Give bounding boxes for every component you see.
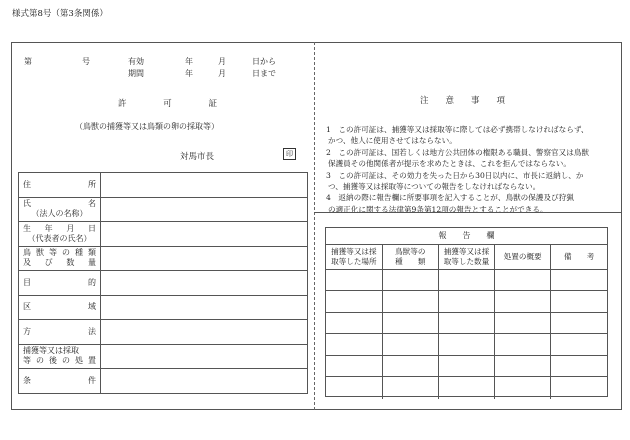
notes-list [326,124,616,215]
issuer-name: 対馬市長 [180,152,215,162]
field-label: 目 的 [19,271,101,296]
report-cell[interactable] [326,355,382,377]
report-cell[interactable] [551,269,607,291]
report-cell[interactable] [438,355,494,377]
permit-fields-table [18,172,308,394]
report-column-header: 処置の概要 [495,245,551,269]
permit-title: 許 可 証 [118,99,217,109]
field-value[interactable] [101,246,308,271]
field-value[interactable] [101,271,308,296]
report-cell[interactable] [382,312,438,334]
permit-subtitle: （鳥獣の捕獲等又は鳥類の卵の採取等） [75,122,219,131]
until-month-label: 月 [218,69,226,78]
field-value[interactable] [101,295,308,320]
report-cell[interactable] [326,291,382,313]
report-cell[interactable] [382,355,438,377]
notes-title: 注 意 事 項 [420,96,506,106]
report-cell[interactable] [551,312,607,334]
report-column-header: 鳥獣等の 種 類 [382,245,438,269]
field-label: 住 所 [19,173,101,198]
field-label: 方 法 [19,320,101,345]
report-cell[interactable] [326,377,382,399]
field-row [19,173,308,198]
report-box [325,227,608,397]
field-label: 鳥 獣 等 の 種 類 及 び 数 量 [19,246,101,271]
field-label: 捕獲等又は採取 等 の 後 の 処 置 [19,344,101,369]
note-1-line-1: 1 この許可証は、捕獲等又は採取等に際しては必ず携帯しなければならず、 [326,125,589,134]
field-value[interactable] [101,197,308,222]
note-2-line-2: 保護員その他関係者が提示を求めたときは、これを拒んではならない。 [328,159,571,169]
validity-label-2: 期間 [128,69,144,78]
report-title: 報 告 欄 [326,228,607,245]
report-cell[interactable] [551,377,607,399]
field-row [19,197,308,222]
report-column-header: 捕獲等又は採 取等した場所 [326,245,382,269]
until-year-label: 年 [185,69,193,78]
report-row [326,334,607,356]
note-3-line-1: 3 この許可証は、その効力を失った日から30日以内に、市長に返納し、か [326,170,584,180]
from-month-label: 月 [218,57,226,66]
report-cell[interactable] [551,355,607,377]
field-value[interactable] [101,320,308,345]
report-cell[interactable] [382,291,438,313]
from-year-label: 年 [185,57,193,66]
field-value[interactable] [101,369,308,394]
note-4-line-1: 4 返納の際に報告欄に所要事項を記入することが、鳥獣の保護及び狩猟 [326,193,574,203]
field-row [19,369,308,394]
report-cell[interactable] [495,377,551,399]
report-cell[interactable] [382,334,438,356]
report-cell[interactable] [326,334,382,356]
note-1-line-2: かつ、他人に使用させてはならない。 [328,136,457,146]
from-day-label: 日から [252,57,276,66]
section-divider [314,212,622,213]
field-label: 氏 名 （法人の名称） [19,197,101,222]
report-cell[interactable] [495,355,551,377]
note-4-line-2: の適正化に関する法律第9条第12項の報告とすることができる。 [328,204,548,214]
report-cell[interactable] [326,269,382,291]
report-row [326,269,607,291]
permit-number-suffix: 号 [82,57,90,66]
report-cell[interactable] [551,291,607,313]
report-cell[interactable] [495,312,551,334]
report-cell[interactable] [382,377,438,399]
report-column-header: 備 考 [551,245,607,269]
field-row [19,320,308,345]
permit-number-prefix: 第 [24,57,32,66]
field-row [19,271,308,296]
field-value[interactable] [101,344,308,369]
report-cell[interactable] [438,377,494,399]
field-row [19,222,308,247]
report-column-header: 捕獲等又は採 取等した数量 [438,245,494,269]
fold-divider [314,42,315,410]
validity-label-1: 有効 [128,57,144,66]
until-day-label: 日まで [252,69,276,78]
field-row [19,246,308,271]
report-cell[interactable] [438,312,494,334]
report-table [326,245,607,399]
field-row [19,295,308,320]
report-cell[interactable] [382,269,438,291]
note-3-line-2: つ、捕獲等又は採取等についての報告をしなければならない。 [328,182,541,192]
report-cell[interactable] [495,269,551,291]
seal-stamp: 印 [283,148,296,160]
report-cell[interactable] [495,291,551,313]
field-value[interactable] [101,173,308,198]
report-cell[interactable] [551,334,607,356]
report-cell[interactable] [438,291,494,313]
report-row [326,312,607,334]
report-row [326,355,607,377]
report-cell[interactable] [326,312,382,334]
field-label: 生 年 月 日 （代表者の氏名） [19,222,101,247]
report-row [326,291,607,313]
field-label: 条 件 [19,369,101,394]
form-title: 様式第8号（第3条関係） [12,9,108,19]
report-cell[interactable] [438,269,494,291]
field-label: 区 域 [19,295,101,320]
field-row [19,344,308,369]
note-2-line-1: 2 この許可証は、国若しくは地方公共団体の権限ある職員、警察官又は鳥獣 [326,147,590,157]
field-value[interactable] [101,222,308,247]
report-cell[interactable] [438,334,494,356]
report-row [326,377,607,399]
report-cell[interactable] [495,334,551,356]
